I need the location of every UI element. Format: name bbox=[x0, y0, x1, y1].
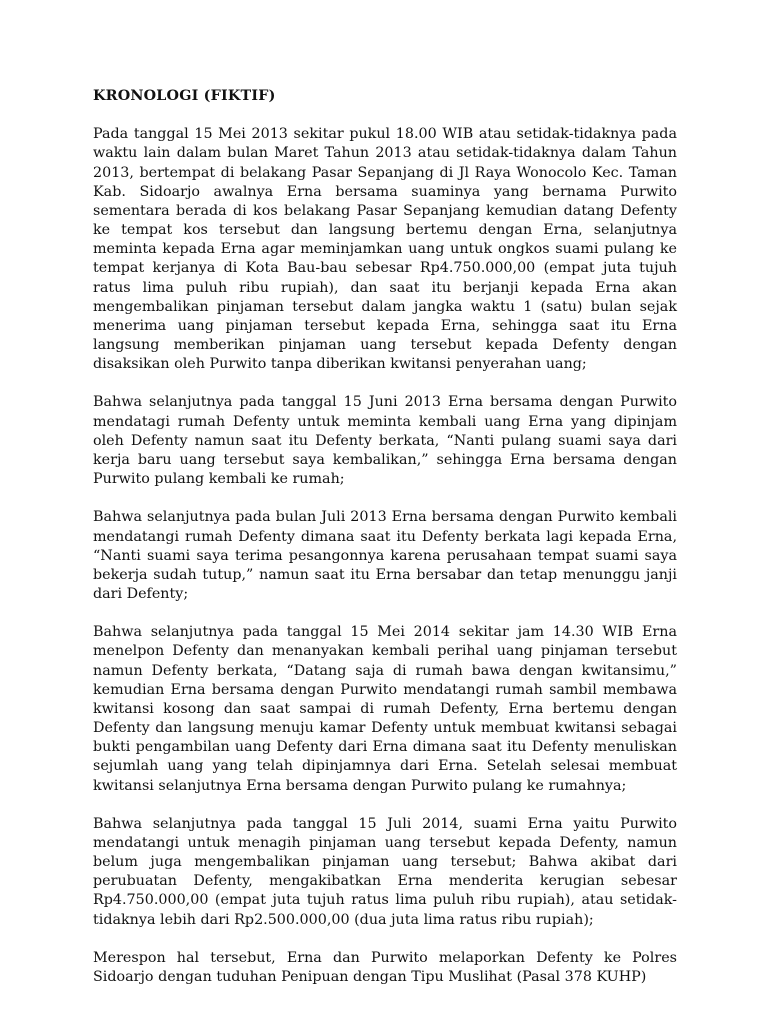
document-body bbox=[93, 87, 677, 1006]
document-title: KRONOLOGI (FIKTIF) bbox=[93, 88, 276, 104]
paragraph-2: Bahwa selanjutnya pada tanggal 15 Juni 2013 Erna bersama dengan Purwito mendatagi rumah Defenty untuk meminta kembali uang Erna yang dipinjam oleh Defenty namun saat itu Defenty berkata, “Nanti pulang suami saya dari kerja baru uang tersebut saya kembalikan,” sehingga Erna bersama dengan Purwito pulang kembali ke rumah; bbox=[93, 394, 677, 488]
paragraph-3: Bahwa selanjutnya pada bulan Juli 2013 Erna bersama dengan Purwito kembali mendatangi rumah Defenty dimana saat itu Defenty berkata lagi kepada Erna, “Nanti suami saya terima pesangonnya karena perusahaan tempat suami saya bekerja sudah tutup,” namun saat itu Erna bersabar dan tetap menunggu janji dari Defenty; bbox=[93, 509, 677, 603]
paragraph-5: Bahwa selanjutnya pada tanggal 15 Juli 2014, suami Erna yaitu Purwito mendatangi untuk menagih pinjaman uang tersebut kepada Defenty, namun belum juga mengembalikan pinjaman uang tersebut; Bahwa akibat dari perubuatan Defenty, mengakibatkan Erna menderita kerugian sebesar Rp4.750.000,00 (empat juta tujuh ratus lima puluh ribu rupiah), atau setidak-tidaknya lebih dari Rp2.500.000,00 (dua juta lima ratus ribu rupiah); bbox=[93, 815, 677, 928]
paragraph-1: Pada tanggal 15 Mei 2013 sekitar pukul 18.00 WIB atau setidak-tidaknya pada waktu lain dalam bulan Maret Tahun 2013 atau setidak-tidaknya dalam Tahun 2013, bertempat di belakang Pasar Sepanjang di Jl Raya Wonocolo Kec. Taman Kab. Sidoarjo awalnya Erna bersama suaminya yang bernama Purwito sementara berada di kos belakang Pasar Sepanjang kemudian datang Defenty ke tempat kos tersebut dan langsung bertemu dengan Erna, selanjutnya meminta kepada Erna agar meminjamkan uang untuk ongkos suami pulang ke tempat kerjanya di Kota Bau-bau sebesar Rp4.750.000,00 (empat juta tujuh ratus lima puluh ribu rupiah), dan saat itu berjanji kepada Erna akan mengembalikan pinjaman tersebut dalam jangka waktu 1 (satu) bulan sejak menerima uang pinjaman tersebut kepada Erna, sehingga saat itu Erna langsung memberikan pinjaman uang tersebut kepada Defenty dengan disaksikan oleh Purwito tanpa diberikan kwitansi penyerahan uang; bbox=[93, 126, 677, 373]
paragraph-4: Bahwa selanjutnya pada tanggal 15 Mei 2014 sekitar jam 14.30 WIB Erna menelpon Defenty dan menanyakan kembali perihal uang pinjaman tersebut namun Defenty berkata, “Datang saja di rumah bawa dengan kwitansimu,” kemudian Erna bersama dengan Purwito mendatangi rumah sambil membawa kwitansi kosong dan saat sampai di rumah Defenty, Erna bertemu dengan Defenty dan langsung menuju kamar Defenty untuk membuat kwitansi sebagai bukti pengambilan uang Defenty dari Erna dimana saat itu Defenty menuliskan sejumlah uang yang telah dipinjamnya dari Erna. Setelah selesai membuat kwitansi selanjutnya Erna bersama dengan Purwito pulang ke rumahnya; bbox=[93, 624, 677, 794]
paragraph-6: Merespon hal tersebut, Erna dan Purwito melaporkan Defenty ke Polres Sidoarjo dengan tuduhan Penipuan dengan Tipu Muslihat (Pasal 378 KUHP) bbox=[93, 949, 677, 986]
